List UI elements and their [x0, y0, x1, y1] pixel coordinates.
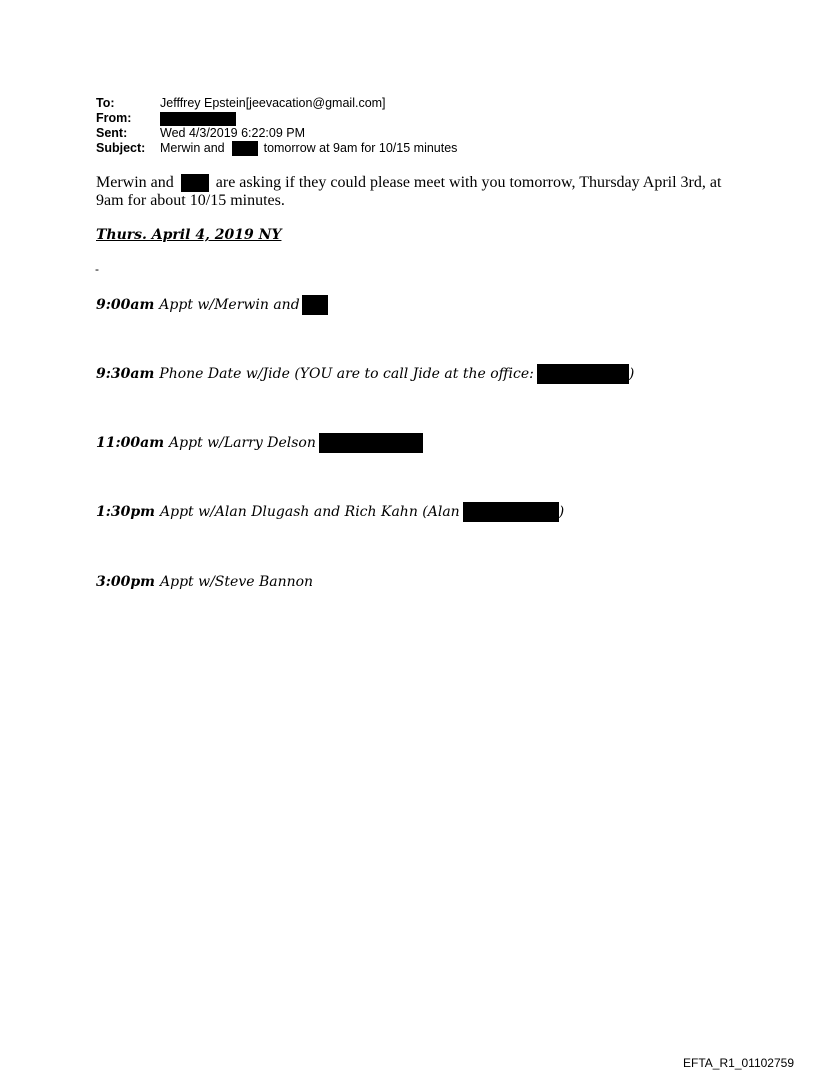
sent-row — [96, 126, 457, 141]
schedule-title: Thurs. April 4, 2019 NY — [96, 227, 282, 243]
appointment-suffix: ) — [628, 366, 635, 382]
to-value: Jefffrey Epstein[jeevacation@gmail.com] — [160, 96, 386, 110]
appointment-text: Phone Date w/Jide (YOU are to call Jide at the office: — [159, 366, 534, 382]
schedule-dash: - — [95, 262, 99, 276]
appointment-time: 3:00pm — [96, 574, 155, 590]
appointment-text: Appt w/Merwin and — [159, 297, 300, 313]
appointment-time: 1:30pm — [96, 504, 155, 520]
appointment-item — [96, 571, 313, 593]
body-post: are asking if they could please meet with you tomorrow, Thursday April 3rd, at 9am for about 10/15 minutes. — [96, 174, 722, 210]
document-id: EFTA_R1_01102759 — [683, 1056, 794, 1070]
appointment-item — [96, 363, 634, 385]
appointment-text: Appt w/Alan Dlugash and Rich Kahn (Alan — [160, 504, 460, 520]
appointment-time: 9:00am — [96, 297, 155, 313]
subject-label: Subject: — [96, 141, 146, 155]
appointment-time: 9:30am — [96, 366, 155, 382]
appointment-suffix: ) — [558, 504, 565, 520]
email-header — [96, 96, 457, 156]
body-pre: Merwin and — [96, 174, 174, 191]
appointment-text: Appt w/Steve Bannon — [160, 574, 314, 590]
appointment-text: Appt w/Larry Delson — [169, 435, 316, 451]
subject-redaction — [232, 141, 258, 156]
from-redaction — [160, 112, 236, 126]
sent-value: Wed 4/3/2019 6:22:09 PM — [160, 126, 306, 140]
appointment-time: 11:00am — [96, 435, 165, 451]
appointment-item — [96, 294, 328, 316]
from-row — [96, 111, 457, 126]
appointment-redaction — [537, 364, 629, 384]
email-body — [96, 174, 736, 210]
appointment-item — [96, 432, 423, 454]
appointment-item — [96, 501, 564, 523]
body-redaction — [181, 174, 209, 192]
to-row — [96, 96, 457, 111]
appointment-redaction — [463, 502, 559, 522]
subject-row — [96, 141, 457, 156]
appointment-redaction — [319, 433, 423, 453]
subject-post: tomorrow at 9am for 10/15 minutes — [263, 141, 458, 155]
appointment-redaction — [302, 295, 328, 315]
sent-label: Sent: — [96, 126, 128, 140]
subject-pre: Merwin and — [160, 141, 225, 155]
to-label: To: — [96, 96, 115, 110]
subject-value — [160, 141, 457, 156]
from-label: From: — [96, 111, 132, 125]
